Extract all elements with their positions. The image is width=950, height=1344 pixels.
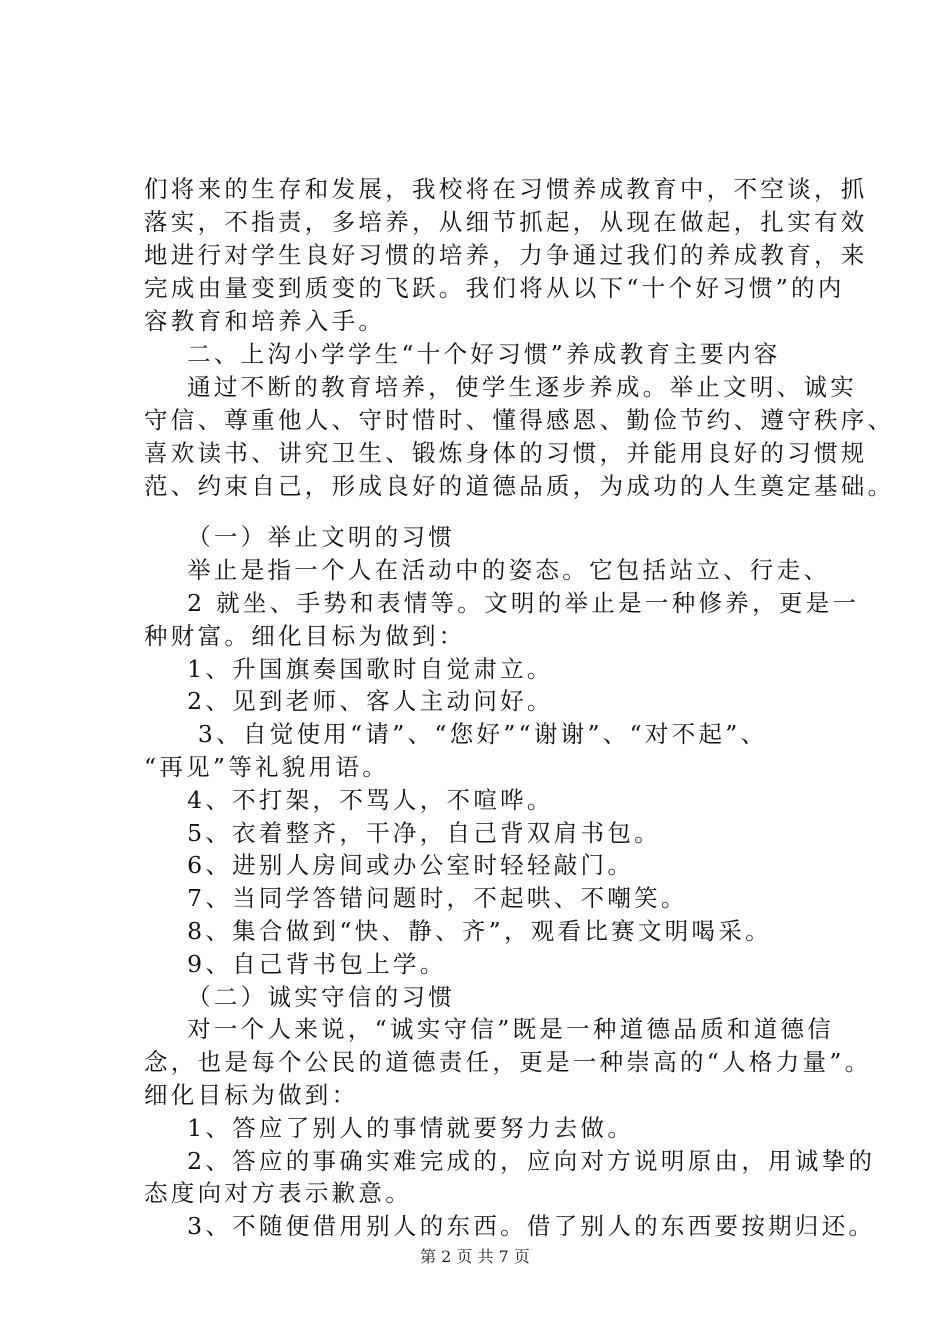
list-item: 2、见到老师、客人主动问好。 bbox=[144, 687, 554, 715]
list-item: 4、不打架，不骂人，不喧哗。 bbox=[144, 786, 554, 814]
subsection-heading: （二）诚实守信的习惯 bbox=[144, 983, 456, 1011]
section-heading: 二、上沟小学学生“十个好习惯”养成教育主要内容 bbox=[144, 340, 781, 368]
text-line: 2 就坐、手势和表情等。文明的举止是一种修养，更是一 bbox=[144, 589, 860, 617]
text-line: 态度向对方表示歉意。 bbox=[144, 1179, 412, 1207]
text-line: 地进行对学生良好习惯的培养，力争通过我们的养成教育，来 bbox=[144, 241, 868, 269]
text-line: 通过不断的教育培养，使学生逐步养成。举止文明、诚实 bbox=[144, 373, 858, 401]
text-line: 念，也是每个公民的道德责任，更是一种崇高的“人格力量”。 bbox=[144, 1048, 872, 1076]
text-line: 细化目标为做到： bbox=[144, 1081, 359, 1109]
text-line: 对一个人来说，“诚实守信”既是一种道德品质和道德信 bbox=[144, 1015, 835, 1043]
list-item: 3、自觉使用“请”、“您好”“谢谢”、“对不起”、 bbox=[144, 720, 768, 748]
page-footer: 第 2 页 共 7 页 bbox=[420, 1247, 530, 1266]
text-line: 完成由量变到质变的飞跃。我们将从以下“十个好习惯”的内 bbox=[144, 274, 845, 302]
text-line: 容教育和培养入手。 bbox=[144, 307, 386, 335]
text-line: 喜欢读书、讲究卫生、锻炼身体的习惯，并能用良好的习惯规 bbox=[144, 439, 868, 467]
text-line: 范、约束自己，形成良好的道德品质，为成功的人生奠定基础。 bbox=[144, 472, 895, 500]
text-line: 落实，不指责，多培养，从细节抓起，从现在做起，扎实有效 bbox=[144, 208, 868, 236]
text-line: 们将来的生存和发展，我校将在习惯养成教育中，不空谈，抓 bbox=[144, 175, 868, 203]
list-item: 6、进别人房间或办公室时轻轻敲门。 bbox=[144, 851, 635, 879]
list-item: 5、衣着整齐，干净，自己背双肩书包。 bbox=[144, 819, 661, 847]
list-item: 1、答应了别人的事情就要努力去做。 bbox=[144, 1114, 635, 1142]
text-line: 守信、尊重他人、守时惜时、懂得感恩、勤俭节约、遵守秩序、 bbox=[144, 406, 895, 434]
list-item: 2、答应的事确实难完成的，应向对方说明原由，用诚挚的 bbox=[144, 1147, 876, 1175]
list-item: 9、自己背书包上学。 bbox=[144, 950, 447, 978]
text-line: “再见”等礼貌用语。 bbox=[144, 753, 390, 781]
text-line: 种财富。细化目标为做到： bbox=[144, 622, 466, 650]
list-item: 7、当同学答错问题时，不起哄、不嘲笑。 bbox=[144, 884, 688, 912]
subsection-heading: （一）举止文明的习惯 bbox=[144, 523, 456, 551]
list-item: 8、集合做到“快、静、齐”，观看比赛文明喝采。 bbox=[144, 917, 772, 945]
text-line: 举止是指一个人在活动中的姿态。它包括站立、行走、 bbox=[144, 556, 831, 584]
list-item: 3、不随便借用别人的东西。借了别人的东西要按期归还。 bbox=[144, 1212, 876, 1240]
list-item: 1、升国旗奏国歌时自觉肃立。 bbox=[144, 655, 554, 683]
